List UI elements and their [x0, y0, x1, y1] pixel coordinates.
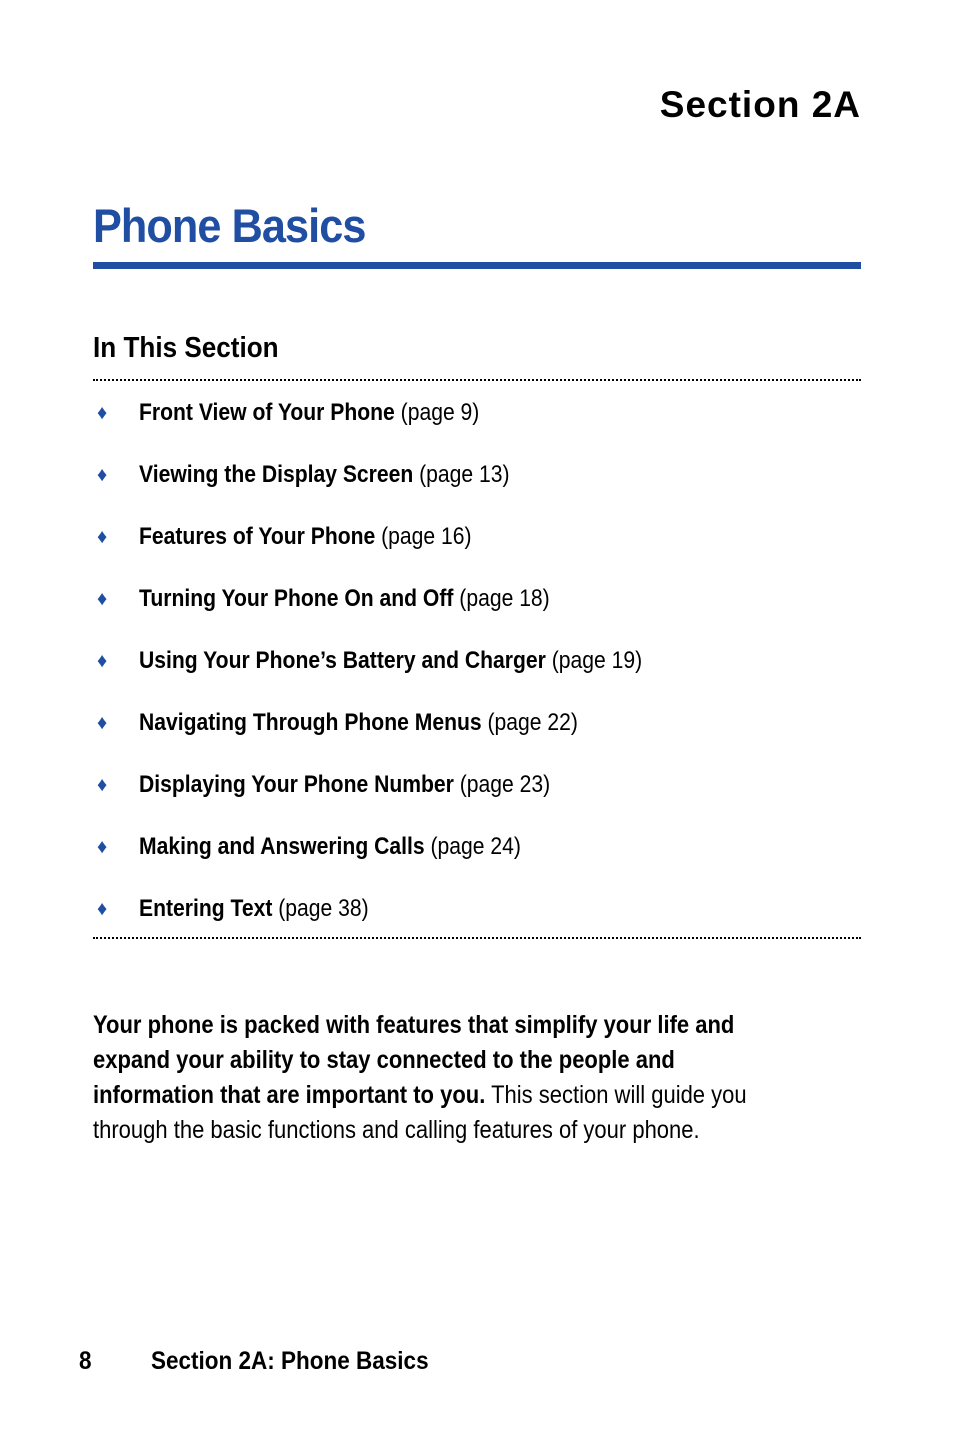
- list-item-page: (page 19): [551, 647, 643, 674]
- in-this-section-heading: In This Section: [93, 332, 279, 364]
- page-title: Phone Basics: [93, 199, 366, 252]
- list-item[interactable]: [93, 458, 861, 520]
- list-item-page: (page 23): [459, 771, 551, 798]
- list-item-page: (page 38): [278, 895, 369, 922]
- list-item[interactable]: [93, 582, 861, 644]
- page-number: 8: [79, 1347, 92, 1375]
- list-item-page: (page 24): [430, 833, 521, 860]
- dotted-divider-top: [93, 379, 861, 381]
- list-item[interactable]: [93, 830, 861, 892]
- list-item-page: (page 22): [487, 709, 578, 736]
- diamond-bullet-icon: ♦: [97, 526, 108, 548]
- list-item-title: Entering Text: [139, 895, 273, 922]
- list-item-title: Turning Your Phone On and Off: [139, 585, 454, 612]
- list-item-page: (page 18): [459, 585, 550, 612]
- diamond-bullet-icon: ♦: [97, 774, 108, 796]
- list-item-title: Features of Your Phone: [139, 523, 376, 550]
- section-label: Section 2A: [659, 84, 861, 125]
- list-item[interactable]: [93, 892, 861, 954]
- diamond-bullet-icon: ♦: [97, 836, 108, 858]
- page-footer: [79, 1347, 429, 1376]
- diamond-bullet-icon: ♦: [97, 712, 108, 734]
- list-item-title: Front View of Your Phone: [139, 399, 395, 426]
- title-rule: [93, 262, 861, 269]
- list-item[interactable]: [93, 396, 861, 458]
- section-contents-list: [93, 396, 861, 954]
- intro-bold-text: Your phone is packed with features that simplify your life and expand your ability to stay connected to the people and information that are important to you.: [93, 1011, 735, 1109]
- intro-paragraph: [93, 1008, 853, 1148]
- list-item-title: Using Your Phone’s Battery and Charger: [139, 647, 546, 674]
- list-item-title: Making and Answering Calls: [139, 833, 425, 860]
- list-item[interactable]: [93, 520, 861, 582]
- list-item-title: Displaying Your Phone Number: [139, 771, 454, 798]
- diamond-bullet-icon: ♦: [97, 402, 108, 424]
- list-item-page: (page 16): [381, 523, 472, 550]
- diamond-bullet-icon: ♦: [97, 650, 108, 672]
- diamond-bullet-icon: ♦: [97, 898, 108, 920]
- list-item[interactable]: [93, 706, 861, 768]
- diamond-bullet-icon: ♦: [97, 588, 108, 610]
- running-title: Section 2A: Phone Basics: [151, 1347, 429, 1375]
- list-item-page: (page 13): [419, 461, 510, 488]
- intro-regular-text: This section will guide you through the basic functions and calling features of your phone.: [93, 1081, 747, 1144]
- list-item-page: (page 9): [400, 399, 480, 426]
- list-item-title: Viewing the Display Screen: [139, 461, 414, 488]
- list-item[interactable]: [93, 768, 861, 830]
- list-item-title: Navigating Through Phone Menus: [139, 709, 482, 736]
- diamond-bullet-icon: ♦: [97, 464, 108, 486]
- list-item[interactable]: [93, 644, 861, 706]
- dotted-divider-bottom: [93, 937, 861, 939]
